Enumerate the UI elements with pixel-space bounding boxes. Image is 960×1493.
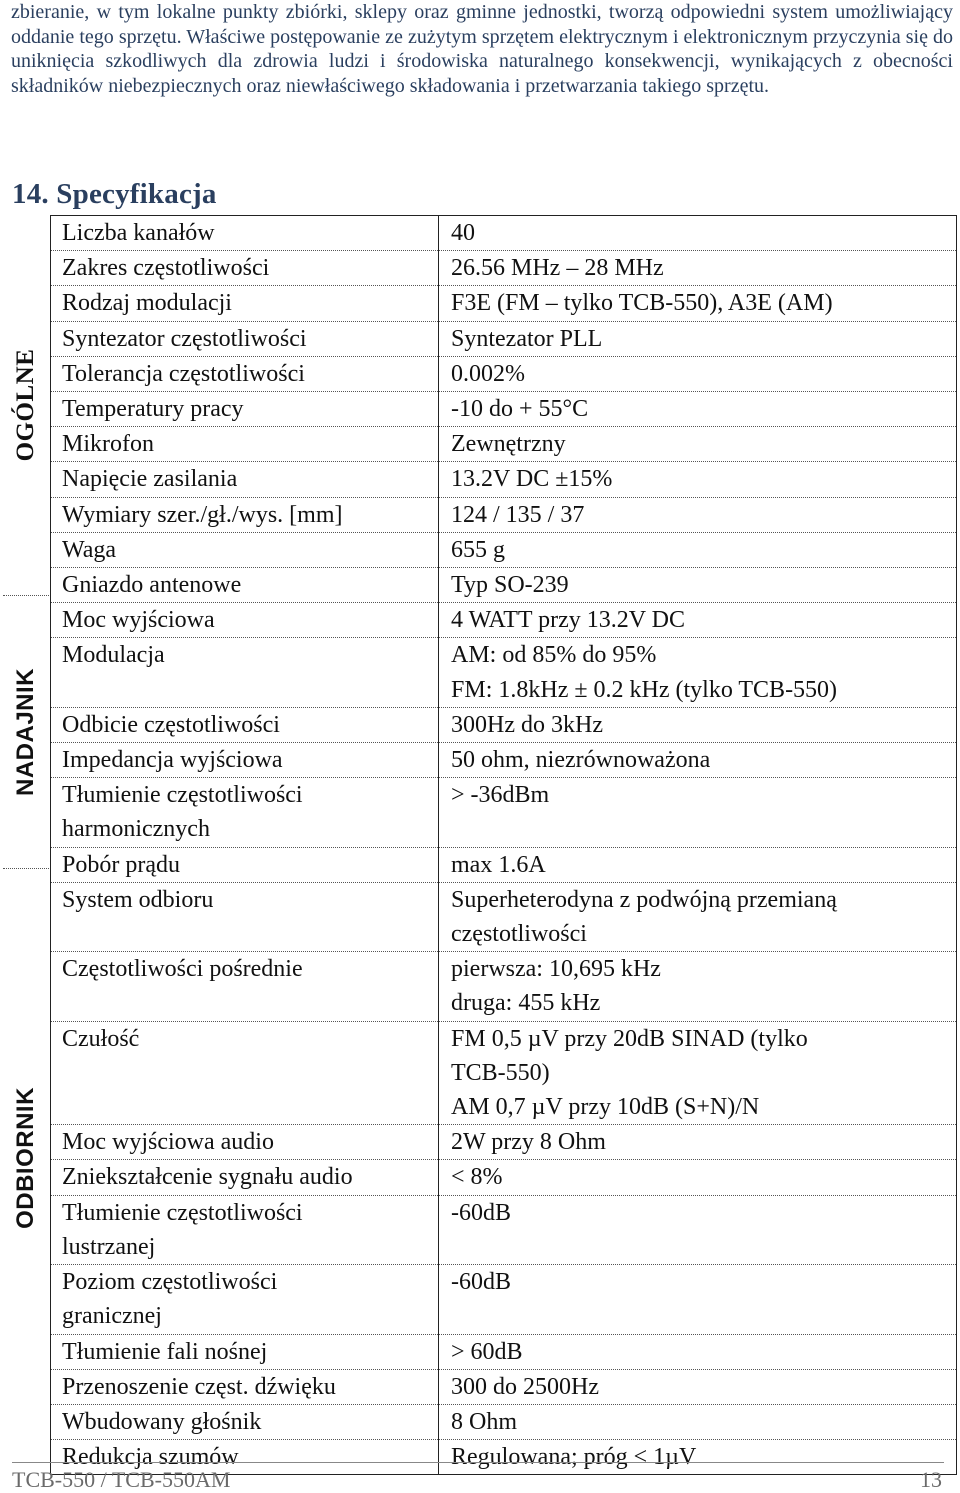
spec-value-line: AM 0,7 µV przy 10dB (S+N)/N	[451, 1094, 760, 1121]
table-row	[51, 532, 957, 567]
table-row	[51, 568, 957, 603]
spec-param: Mikrofon	[51, 427, 439, 462]
table-row	[51, 1369, 957, 1404]
table-row	[51, 882, 957, 951]
spec-value: > 60dB	[439, 1334, 957, 1369]
spec-param-line: Poziom częstotliwości	[62, 1269, 278, 1296]
table-row	[51, 1125, 957, 1160]
page-footer	[12, 1462, 944, 1492]
spec-value: 124 / 135 / 37	[439, 497, 957, 532]
table-row	[51, 847, 957, 882]
spec-value: 40	[451, 220, 475, 246]
table-row	[51, 638, 957, 707]
spec-value: 300 do 2500Hz	[439, 1369, 957, 1404]
spec-value	[439, 1021, 957, 1125]
spec-value: max 1.6A	[439, 847, 957, 882]
spec-param: Odbicie częstotliwości	[51, 707, 439, 742]
spec-value: 2W przy 8 Ohm	[439, 1125, 957, 1160]
spec-param: Częstotliwości pośrednie	[51, 952, 439, 1021]
group-odbiornik	[3, 868, 49, 1447]
table-row	[51, 952, 957, 1021]
spec-value-line: FM: 1.8kHz ± 0.2 kHz (tylko TCB-550)	[451, 676, 838, 703]
table-row	[51, 356, 957, 391]
intro-text: zbieranie, w tym lokalne punkty zbiórki, sklepy oraz gminne jednostki, tworzą odpowiedni system umożliwiający oddanie tego sprzętu. Właściwe postępowanie ze zużytym sprzętem elektrycznym i elektronicznym przyczynia się do uniknięcia szkodliwych dla zdrowia ludzi i środowiska naturalnego konsekwencji, wynikających z obecności składników niebezpiecznych oraz niewłaściwego składowania i przetwarzania takiego sprzętu.	[11, 1, 953, 97]
spec-value	[439, 952, 957, 1021]
spec-param	[51, 778, 439, 847]
spec-value: > -36dBm	[439, 778, 957, 847]
group-nadajnik	[3, 595, 49, 868]
spec-param: Zakres częstotliwości	[51, 251, 439, 286]
spec-table	[50, 215, 957, 1475]
spec-value: Regulowana; próg < 1µV	[439, 1440, 957, 1475]
table-row	[51, 251, 957, 286]
intro-paragraph	[11, 0, 953, 98]
table-row	[51, 392, 957, 427]
spec-param: Moc wyjściowa	[51, 603, 439, 638]
spec-param: Wbudowany głośnik	[51, 1404, 439, 1439]
spec-value: -60dB	[439, 1265, 957, 1334]
table-row	[51, 1021, 957, 1125]
spec-param: Przenoszenie częst. dźwięku	[51, 1369, 439, 1404]
spec-param-line: Tłumienie częstotliwości	[62, 1199, 303, 1226]
table-row	[51, 462, 957, 497]
spec-value: 655 g	[439, 532, 957, 567]
spec-value: 13.2V DC ±15%	[439, 462, 957, 497]
spec-value: 0.002%	[439, 356, 957, 391]
table-row	[51, 1334, 957, 1369]
table-row	[51, 216, 957, 251]
spec-param-line: lustrzanej	[62, 1233, 156, 1260]
spec-param: Wymiary szer./gł./wys. [mm]	[51, 497, 439, 532]
group-ogolne	[3, 215, 49, 595]
spec-value: F3E (FM – tylko TCB-550), A3E (AM)	[439, 286, 957, 321]
group-labels	[3, 215, 49, 1447]
spec-param: Impedancja wyjściowa	[51, 743, 439, 778]
spec-value: Typ SO-239	[439, 568, 957, 603]
spec-value: 4 WATT przy 13.2V DC	[439, 603, 957, 638]
spec-param-line: Tłumienie częstotliwości	[62, 782, 303, 809]
table-row	[51, 427, 957, 462]
table-row	[51, 321, 957, 356]
specification-block	[3, 215, 957, 1471]
spec-value: < 8%	[439, 1160, 957, 1195]
spec-param-line: harmonicznych	[62, 816, 210, 843]
footer-model: TCB-550 / TCB-550AM	[12, 1467, 231, 1492]
table-row	[51, 286, 957, 321]
spec-param: Moc wyjściowa audio	[51, 1125, 439, 1160]
group-label-odbiornik: ODBIORNIK	[12, 1087, 39, 1229]
spec-param: System odbioru	[51, 882, 439, 951]
group-label-ogolne: OGÓLNE	[12, 348, 39, 462]
spec-param-line: granicznej	[62, 1303, 162, 1330]
spec-value: 26.56 MHz – 28 MHz	[439, 251, 957, 286]
table-row	[51, 743, 957, 778]
spec-value: Zewnętrzny	[439, 427, 957, 462]
spec-value: -10 do + 55°C	[439, 392, 957, 427]
spec-param: Rodzaj modulacji	[51, 286, 439, 321]
spec-value: 50 ohm, niezrównoważona	[439, 743, 957, 778]
spec-param: Redukcja szumów	[51, 1440, 439, 1475]
table-row	[51, 1265, 957, 1334]
spec-param: Gniazdo antenowe	[51, 568, 439, 603]
table-row	[51, 707, 957, 742]
spec-param: Liczba kanałów	[51, 216, 439, 251]
page-number: 13	[920, 1467, 942, 1492]
spec-value-line: pierwsza: 10,695 kHz	[451, 956, 661, 983]
section-title: 14. Specyfikacja	[12, 178, 217, 210]
spec-param: Modulacja	[51, 638, 439, 707]
table-row	[51, 1195, 957, 1264]
spec-param: Czułość	[51, 1021, 439, 1125]
spec-param: Pobór prądu	[51, 847, 439, 882]
spec-param: Syntezator częstotliwości	[51, 321, 439, 356]
table-row	[51, 603, 957, 638]
spec-param: Zniekształcenie sygnału audio	[51, 1160, 439, 1195]
spec-value	[439, 882, 957, 951]
table-row	[51, 497, 957, 532]
spec-value-line: FM 0,5 µV przy 20dB SINAD (tylko	[451, 1025, 808, 1052]
spec-param	[51, 1195, 439, 1264]
spec-value: -60dB	[439, 1195, 957, 1264]
table-row	[51, 778, 957, 847]
spec-value-line: TCB-550)	[451, 1059, 550, 1086]
group-label-nadajnik: NADAJNIK	[12, 667, 39, 797]
table-row	[51, 1160, 957, 1195]
spec-param: Waga	[51, 532, 439, 567]
table-row	[51, 1404, 957, 1439]
spec-param: Tłumienie fali nośnej	[51, 1334, 439, 1369]
spec-value: Syntezator PLL	[439, 321, 957, 356]
spec-param: Temperatury pracy	[51, 392, 439, 427]
spec-value-line: druga: 455 kHz	[451, 990, 601, 1017]
spec-value-line: częstotliwości	[451, 921, 587, 948]
spec-value: 8 Ohm	[439, 1404, 957, 1439]
spec-param: Tolerancja częstotliwości	[51, 356, 439, 391]
spec-param	[51, 1265, 439, 1334]
spec-value-line: AM: od 85% do 95%	[451, 642, 657, 669]
spec-value: 300Hz do 3kHz	[439, 707, 957, 742]
spec-param: Napięcie zasilania	[51, 462, 439, 497]
spec-value-line: Superheterodyna z podwójną przemianą	[451, 886, 837, 913]
spec-value	[439, 638, 957, 707]
